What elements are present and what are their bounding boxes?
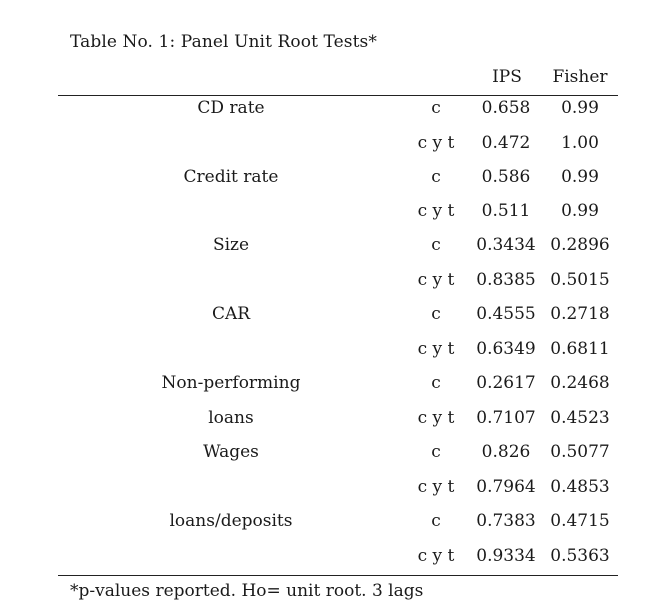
table-row bbox=[0, 270, 662, 304]
spec-cell: c bbox=[431, 442, 441, 462]
variable-cell: Size bbox=[212, 235, 250, 255]
fisher-cell: 0.99 bbox=[561, 98, 599, 118]
variable-cell: Credit rate bbox=[183, 167, 279, 187]
table-row bbox=[0, 201, 662, 235]
ips-cell: 0.472 bbox=[481, 133, 531, 153]
spec-cell: c bbox=[431, 235, 441, 255]
fisher-cell: 0.5077 bbox=[550, 442, 610, 462]
spec-cell: c y t bbox=[417, 133, 455, 153]
fisher-cell: 0.6811 bbox=[550, 339, 610, 359]
ips-cell: 0.7964 bbox=[476, 477, 536, 497]
fisher-cell: 1.00 bbox=[561, 133, 599, 153]
fisher-cell: 0.5363 bbox=[550, 546, 610, 566]
table-top-rule bbox=[58, 95, 618, 96]
ips-cell: 0.7107 bbox=[476, 408, 536, 428]
ips-cell: 0.7383 bbox=[476, 511, 536, 531]
table-row bbox=[0, 304, 662, 338]
spec-cell: c y t bbox=[417, 270, 455, 290]
ips-cell: 0.586 bbox=[481, 167, 531, 187]
ips-cell: 0.9334 bbox=[476, 546, 536, 566]
spec-cell: c bbox=[431, 373, 441, 393]
fisher-cell: 0.99 bbox=[561, 167, 599, 187]
table-row bbox=[0, 511, 662, 545]
ips-cell: 0.6349 bbox=[476, 339, 536, 359]
fisher-cell: 0.2468 bbox=[550, 373, 610, 393]
variable-cell: loans/deposits bbox=[169, 511, 293, 531]
ips-cell: 0.658 bbox=[481, 98, 531, 118]
table-caption: Table No. 1: Panel Unit Root Tests* bbox=[70, 32, 377, 52]
fisher-cell: 0.5015 bbox=[550, 270, 610, 290]
ips-cell: 0.2617 bbox=[476, 373, 536, 393]
spec-cell: c y t bbox=[417, 477, 455, 497]
column-header-ips: IPS bbox=[492, 67, 522, 87]
ips-cell: 0.511 bbox=[481, 201, 531, 221]
variable-cell: Non-performing bbox=[161, 373, 301, 393]
variable-cell: CD rate bbox=[197, 98, 265, 118]
spec-cell: c bbox=[431, 304, 441, 324]
table-row bbox=[0, 98, 662, 132]
spec-cell: c bbox=[431, 511, 441, 531]
fisher-cell: 0.2896 bbox=[550, 235, 610, 255]
variable-cell: Wages bbox=[203, 442, 259, 462]
fisher-cell: 0.4715 bbox=[550, 511, 610, 531]
fisher-cell: 0.2718 bbox=[550, 304, 610, 324]
table-row bbox=[0, 133, 662, 167]
table-row bbox=[0, 339, 662, 373]
fisher-cell: 0.4853 bbox=[550, 477, 610, 497]
table-row bbox=[0, 235, 662, 269]
spec-cell: c y t bbox=[417, 339, 455, 359]
spec-cell: c y t bbox=[417, 546, 455, 566]
ips-cell: 0.8385 bbox=[476, 270, 536, 290]
ips-cell: 0.826 bbox=[481, 442, 531, 462]
spec-cell: c y t bbox=[417, 408, 455, 428]
column-header-fisher: Fisher bbox=[552, 67, 608, 87]
variable-cell: CAR bbox=[211, 304, 251, 324]
fisher-cell: 0.4523 bbox=[550, 408, 610, 428]
spec-cell: c bbox=[431, 167, 441, 187]
ips-cell: 0.4555 bbox=[476, 304, 536, 324]
ips-cell: 0.3434 bbox=[476, 235, 536, 255]
variable-cell: loans bbox=[208, 408, 254, 428]
table-footnote: *p-values reported. Ho= unit root. 3 lags bbox=[70, 581, 424, 601]
table-row bbox=[0, 477, 662, 511]
table-row bbox=[0, 408, 662, 442]
table-row bbox=[0, 442, 662, 476]
table-row bbox=[0, 373, 662, 407]
spec-cell: c bbox=[431, 98, 441, 118]
table-row bbox=[0, 167, 662, 201]
table-bottom-rule bbox=[58, 575, 618, 576]
spec-cell: c y t bbox=[417, 201, 455, 221]
fisher-cell: 0.99 bbox=[561, 201, 599, 221]
